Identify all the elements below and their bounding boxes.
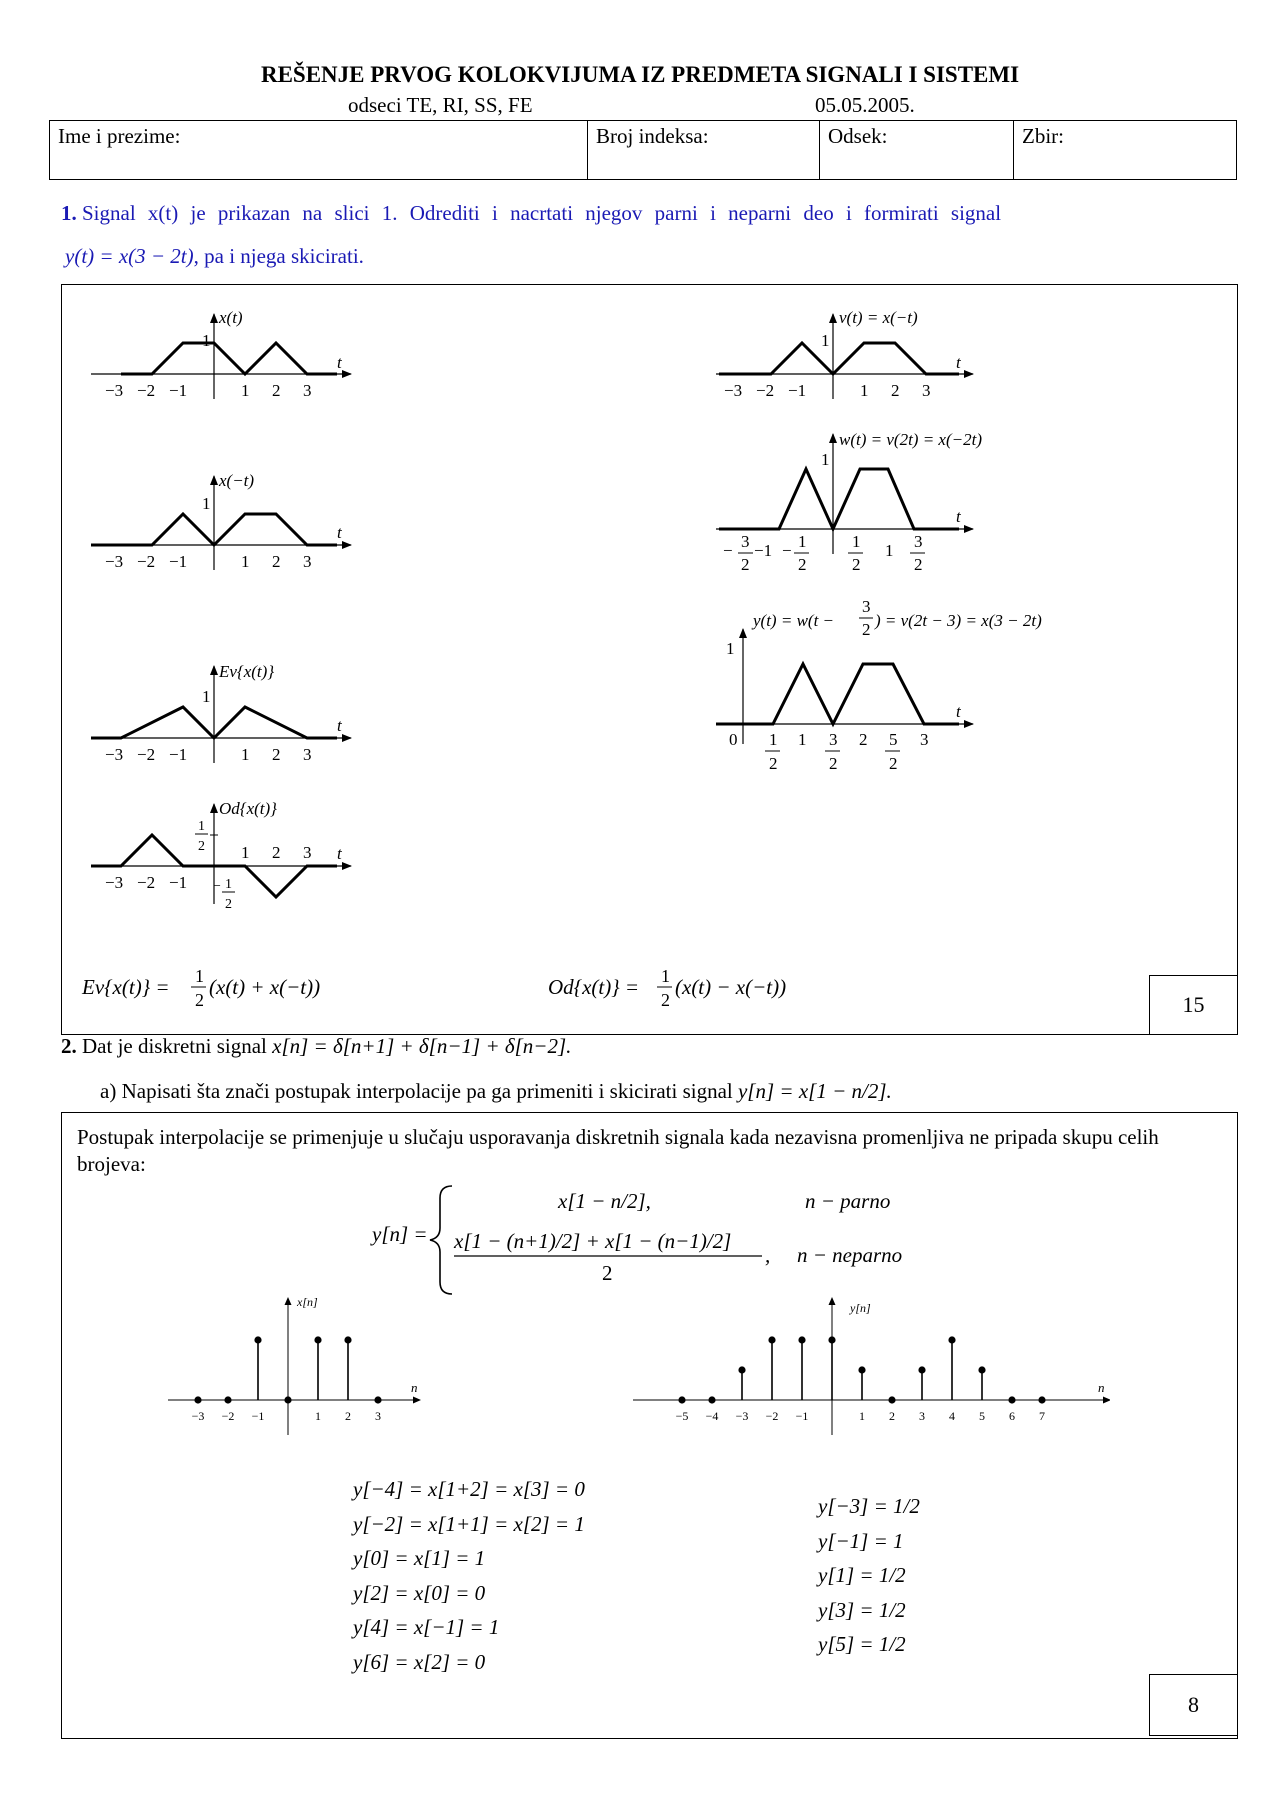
t-label: t	[337, 523, 342, 542]
tick-label: 3	[375, 1409, 381, 1423]
stem-point	[224, 1396, 231, 1403]
y-frac-den: 2	[862, 620, 871, 639]
stem-point	[888, 1396, 895, 1403]
piecewise-lhs: y[n] =	[372, 1222, 428, 1246]
student-info-table	[49, 120, 1237, 180]
signal-trace	[719, 469, 959, 529]
signal-trace	[716, 664, 959, 724]
tick-label: 1	[860, 381, 869, 400]
t-label: t	[956, 702, 961, 721]
tick-label: −3	[724, 381, 743, 400]
tick-label: 2	[272, 843, 281, 862]
y-frac-num: 3	[862, 597, 871, 616]
plot-even-part	[91, 662, 351, 764]
tick-label: 5	[979, 1409, 985, 1423]
frac-num: 1	[852, 532, 861, 551]
case-even-condition: n − parno	[805, 1189, 891, 1213]
case-odd-comma: ,	[765, 1243, 771, 1267]
tick-label: −1	[251, 1409, 265, 1423]
signal-trace	[121, 343, 337, 374]
even-values-list	[353, 1472, 585, 1680]
frac-den: 2	[741, 555, 750, 574]
stems	[678, 1336, 1045, 1403]
frac-den: 2	[829, 754, 838, 773]
stem-point	[194, 1396, 201, 1403]
case-odd-denominator: 2	[602, 1261, 613, 1285]
value-line: y[−3] = 1/2	[818, 1494, 920, 1518]
plot-odd-part	[91, 799, 351, 912]
stem-point	[314, 1336, 321, 1343]
tick-label: 3	[303, 843, 312, 862]
tick-label: 2	[891, 381, 900, 400]
value-line: y[3] = 1/2	[818, 1597, 906, 1622]
n-label: n	[411, 1380, 418, 1395]
stem-point	[284, 1396, 291, 1403]
stem-point	[344, 1336, 351, 1343]
stem-point	[1008, 1396, 1015, 1403]
od-frac-num: 1	[661, 966, 670, 986]
tick-label: −3	[735, 1409, 749, 1423]
od-formula-left: Od{x(t)} =	[548, 975, 640, 999]
t-label: t	[956, 353, 961, 372]
tick-label: −2	[137, 381, 156, 400]
minus-sign: −	[723, 541, 733, 560]
tick-label: −1	[795, 1409, 809, 1423]
problem2-part-a	[100, 1079, 892, 1104]
problem2-score: 8	[1149, 1674, 1238, 1736]
departments: odseci TE, RI, SS, FE	[348, 93, 533, 117]
ev-formula-right: (x(t) + x(−t))	[209, 975, 321, 999]
tick-label: −2	[765, 1409, 779, 1423]
value-line: y[5] = 1/2	[818, 1632, 906, 1657]
x-label: x(t)	[219, 308, 243, 327]
case-even: x[1 − n/2],	[558, 1189, 651, 1213]
part-a-text: Napisati šta znači postupak interpolacije pa ga primeniti i skicirati signal	[121, 1079, 733, 1103]
tick-label: 7	[1039, 1409, 1045, 1423]
interpolation-description: Postupak interpolacije se primenjuje u slučaju usporavanja diskretnih signala kada nezavisna promenljiva ne pripada skupu celih brojeva:	[77, 1125, 1159, 1176]
tick-label: −2	[137, 552, 156, 571]
one-label: 1	[202, 331, 211, 350]
stem-point	[858, 1366, 865, 1373]
t-label: t	[337, 716, 342, 735]
y-n-label: y[n]	[850, 1301, 871, 1315]
tick-label: −3	[105, 381, 124, 400]
problem2-statement	[61, 1034, 571, 1059]
y-label-left: y(t) = w(t −	[753, 611, 835, 630]
tick-label: 1	[241, 745, 250, 764]
tick-label: 1	[798, 730, 807, 749]
od-label: Od{x(t)}	[219, 799, 277, 818]
problem2-text: Dat je diskretni signal	[82, 1034, 267, 1058]
tick-label: 3	[303, 381, 312, 400]
stem-point	[918, 1366, 925, 1373]
stem-point	[708, 1396, 715, 1403]
tick-label: −3	[105, 552, 124, 571]
ev-frac-den: 2	[195, 990, 204, 1010]
frac-num: 1	[798, 532, 807, 551]
total-field[interactable]: Zbir:	[1022, 124, 1064, 148]
problem1-plots	[61, 284, 1238, 1035]
tick-label: 2	[272, 381, 281, 400]
tick-label: 1	[859, 1409, 865, 1423]
tick-label: −1	[754, 541, 773, 560]
value-line: y[0] = x[1] = 1	[353, 1546, 486, 1571]
exam-date: 05.05.2005.	[815, 93, 915, 117]
tick-label: −4	[705, 1409, 719, 1423]
one-label: 1	[202, 494, 211, 513]
frac-num: 5	[889, 730, 898, 749]
stem-point	[254, 1336, 261, 1343]
tick-label: −2	[756, 381, 775, 400]
stem-point	[768, 1336, 775, 1343]
problem1-statement	[61, 201, 1226, 226]
half-den: 2	[225, 897, 232, 912]
tick-label: −1	[788, 381, 807, 400]
tick-label: 2	[272, 552, 281, 571]
plot-x-neg-t	[91, 471, 351, 571]
ev-frac-num: 1	[195, 966, 204, 986]
w-label: w(t) = v(2t) = x(−2t)	[839, 430, 982, 449]
problem1-y-equation: y(t) = x(3 − 2t)	[65, 244, 194, 268]
half-num: 1	[225, 877, 232, 892]
odd-values-list	[818, 1489, 920, 1662]
od-frac-den: 2	[661, 990, 670, 1010]
stem-point	[738, 1366, 745, 1373]
tick-labels	[676, 1409, 1045, 1423]
tick-label: −2	[221, 1409, 235, 1423]
stem-point	[1038, 1396, 1045, 1403]
x-neg-label: x(−t)	[219, 471, 255, 490]
tick-label: −1	[169, 381, 188, 400]
tick-label: 1	[241, 381, 250, 400]
frac-den: 2	[889, 754, 898, 773]
stem-plot-y	[630, 1290, 1110, 1450]
tick-label: 1	[885, 541, 894, 560]
zero-label: 0	[729, 730, 738, 749]
stem-point	[678, 1396, 685, 1403]
problem1-score: 15	[1149, 975, 1238, 1035]
half-num: 1	[198, 819, 205, 834]
tick-label: 2	[859, 730, 868, 749]
one-label: 1	[202, 687, 211, 706]
stem-point	[374, 1396, 381, 1403]
one-label: 1	[726, 639, 735, 658]
plot-v-t	[716, 308, 973, 400]
ev-formula-left: Ev{x(t)} =	[82, 975, 170, 999]
tick-label: −3	[191, 1409, 205, 1423]
plot-w-t	[716, 430, 982, 574]
tick-label: 1	[241, 552, 250, 571]
value-line: y[6] = x[2] = 0	[353, 1649, 486, 1674]
frac-den: 2	[798, 555, 807, 574]
problem2-number: 2.	[61, 1034, 77, 1058]
one-label: 1	[821, 450, 830, 469]
t-label: t	[956, 507, 961, 526]
part-a-label: a)	[100, 1079, 117, 1103]
tick-label: −1	[169, 873, 188, 892]
tick-label: 4	[949, 1409, 955, 1423]
tick-label: −3	[105, 873, 124, 892]
problem1-text-rest: , pa i njega skicirati.	[193, 244, 364, 268]
tick-label: −2	[137, 745, 156, 764]
frac-num: 3	[829, 730, 838, 749]
stem-point	[978, 1366, 985, 1373]
x-n-label: x[n]	[297, 1295, 318, 1309]
v-label: v(t) = x(−t)	[839, 308, 918, 327]
tick-label: 1	[315, 1409, 321, 1423]
tick-label: 3	[920, 730, 929, 749]
stem-plot-x	[160, 1290, 440, 1450]
frac-den: 2	[914, 555, 923, 574]
problem1-text: Signal x(t) je prikazan na slici 1. Odrediti i nacrtati njegov parni i neparni deo i formirati signal	[82, 201, 1002, 225]
plot-y-t	[716, 597, 1042, 773]
tick-label: −2	[137, 873, 156, 892]
value-line: y[2] = x[0] = 0	[353, 1580, 486, 1605]
part-a-equation: y[n] = x[1 − n/2].	[737, 1079, 892, 1103]
t-label: t	[337, 844, 342, 863]
stem-point	[798, 1336, 805, 1343]
signal-trace	[719, 343, 959, 374]
tick-label: 6	[1009, 1409, 1015, 1423]
stem-point	[948, 1336, 955, 1343]
one-label: 1	[821, 331, 830, 350]
tick-label: 3	[922, 381, 931, 400]
tick-label: 1	[241, 843, 250, 862]
tick-label: 3	[303, 745, 312, 764]
stem-point	[828, 1336, 835, 1343]
tick-label: 2	[345, 1409, 351, 1423]
problem2-signal-equation: x[n] = δ[n+1] + δ[n−1] + δ[n−2].	[272, 1034, 572, 1058]
problem1-number: 1.	[61, 201, 77, 225]
frac-num: 1	[769, 730, 778, 749]
index-field[interactable]: Broj indeksa:	[588, 121, 820, 179]
plot-x-t	[91, 308, 351, 400]
name-field[interactable]: Ime i prezime:	[50, 121, 588, 179]
tick-label: −3	[105, 745, 124, 764]
half-den: 2	[198, 839, 205, 854]
value-line: y[−4] = x[1+2] = x[3] = 0	[353, 1477, 585, 1501]
tick-label: −5	[675, 1409, 689, 1423]
tick-label: 2	[889, 1409, 895, 1423]
value-line: y[−2] = x[1+1] = x[2] = 1	[353, 1511, 585, 1536]
problem1-statement-line2	[65, 244, 364, 269]
piecewise-definition	[360, 1180, 980, 1300]
curly-brace	[430, 1186, 452, 1294]
problem1-formulas	[81, 966, 786, 1010]
neg-sign: −	[213, 879, 221, 894]
n-label: n	[1098, 1380, 1105, 1395]
frac-num: 3	[741, 532, 750, 551]
tick-label: 2	[272, 745, 281, 764]
frac-num: 3	[914, 532, 923, 551]
tick-label: −1	[169, 745, 188, 764]
value-line: y[−1] = 1	[818, 1528, 904, 1553]
value-line: y[1] = 1/2	[818, 1563, 906, 1588]
t-label: t	[337, 353, 342, 372]
page-title: REŠENJE PRVOG KOLOKVIJUMA IZ PREDMETA SIGNALI I SISTEMI	[260, 62, 1020, 87]
y-label-right: ) = v(2t − 3) = x(3 − 2t)	[875, 611, 1042, 630]
tick-label: 3	[303, 552, 312, 571]
value-line: y[4] = x[−1] = 1	[353, 1615, 500, 1640]
tick-label: −1	[169, 552, 188, 571]
tick-label: 3	[919, 1409, 925, 1423]
frac-den: 2	[769, 754, 778, 773]
case-odd-condition: n − neparno	[797, 1243, 903, 1267]
frac-den: 2	[852, 555, 861, 574]
minus-sign: −	[782, 541, 792, 560]
tick-labels	[192, 1409, 381, 1423]
case-odd-numerator: x[1 − (n+1)/2] + x[1 − (n−1)/2]	[454, 1229, 732, 1253]
od-formula-right: (x(t) − x(−t))	[675, 975, 787, 999]
ev-label: Ev{x(t)}	[219, 662, 275, 681]
department-field[interactable]: Odsek:	[820, 121, 1014, 179]
